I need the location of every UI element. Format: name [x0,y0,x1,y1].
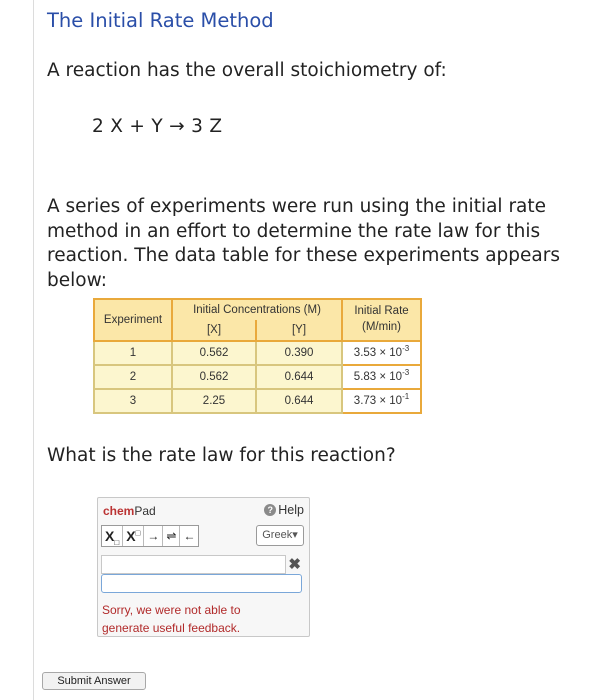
row2-rate: $5.83 \times 10^{-3}$ [342,365,421,389]
equilibrium-arrow-button[interactable]: ⇌ [163,526,180,546]
subscript-button[interactable]: $X_□$ [102,526,123,546]
row3-y: 0.644 [256,389,342,413]
question-text: What is the rate law for this reaction? [47,445,396,466]
submit-answer-button[interactable]: Submit Answer [42,672,146,690]
header-experiment: Experiment [94,299,172,341]
greek-dropdown[interactable]: Greek▾ [256,525,304,546]
row1-rate: $3.53 \times 10^{-3}$ [342,341,421,365]
page-title: The Initial Rate Method [47,9,274,32]
arrow-left-button[interactable]: ← [183,529,196,543]
header-x: [X] [172,320,256,341]
answer-input[interactable] [101,574,302,593]
reaction-equation: 2 X + Y → 3 Z [92,116,223,137]
header-rate-line1: Initial Rate [354,305,409,317]
header-rate-line2: (M/min) [362,321,401,333]
help-icon: ? [264,504,276,516]
row2-experiment: 2 [94,365,172,389]
chempad-widget [97,497,310,637]
help-label: Help [278,503,304,517]
table-row [94,389,421,413]
row3-x: 2.25 [172,389,256,413]
chempad-toolbar [101,525,199,547]
row2-x: 0.562 [172,365,256,389]
chempad-preview [101,555,286,574]
header-initial-concentrations: Initial Concentrations (M) [172,299,342,320]
header-initial-rate [342,299,421,341]
table-row [94,365,421,389]
row3-rate: $3.73 \times 10^{-1}$ [342,389,421,413]
row1-y: 0.390 [256,341,342,365]
intro-text: A reaction has the overall stoichiometry of: [47,60,447,81]
row2-y: 0.644 [256,365,342,389]
row1-experiment: 1 [94,341,172,365]
chempad-title: chemPad [103,504,156,518]
help-link[interactable] [264,503,304,517]
feedback-message: Sorry, we were not able to generate useful feedback. [102,603,241,635]
description-text: A series of experiments were run using the initial rate method in an effort to determine the rate law for this reaction. The data table for these experiments appears below: [47,196,561,291]
row3-experiment: 3 [94,389,172,413]
row1-x: 0.562 [172,341,256,365]
arrow-right-button[interactable]: → [144,526,163,546]
table-row [94,341,421,365]
superscript-button[interactable]: X□ [123,526,144,546]
close-icon[interactable]: ✖ [288,556,301,573]
header-y: [Y] [256,320,342,341]
rate-data-table [93,298,422,414]
